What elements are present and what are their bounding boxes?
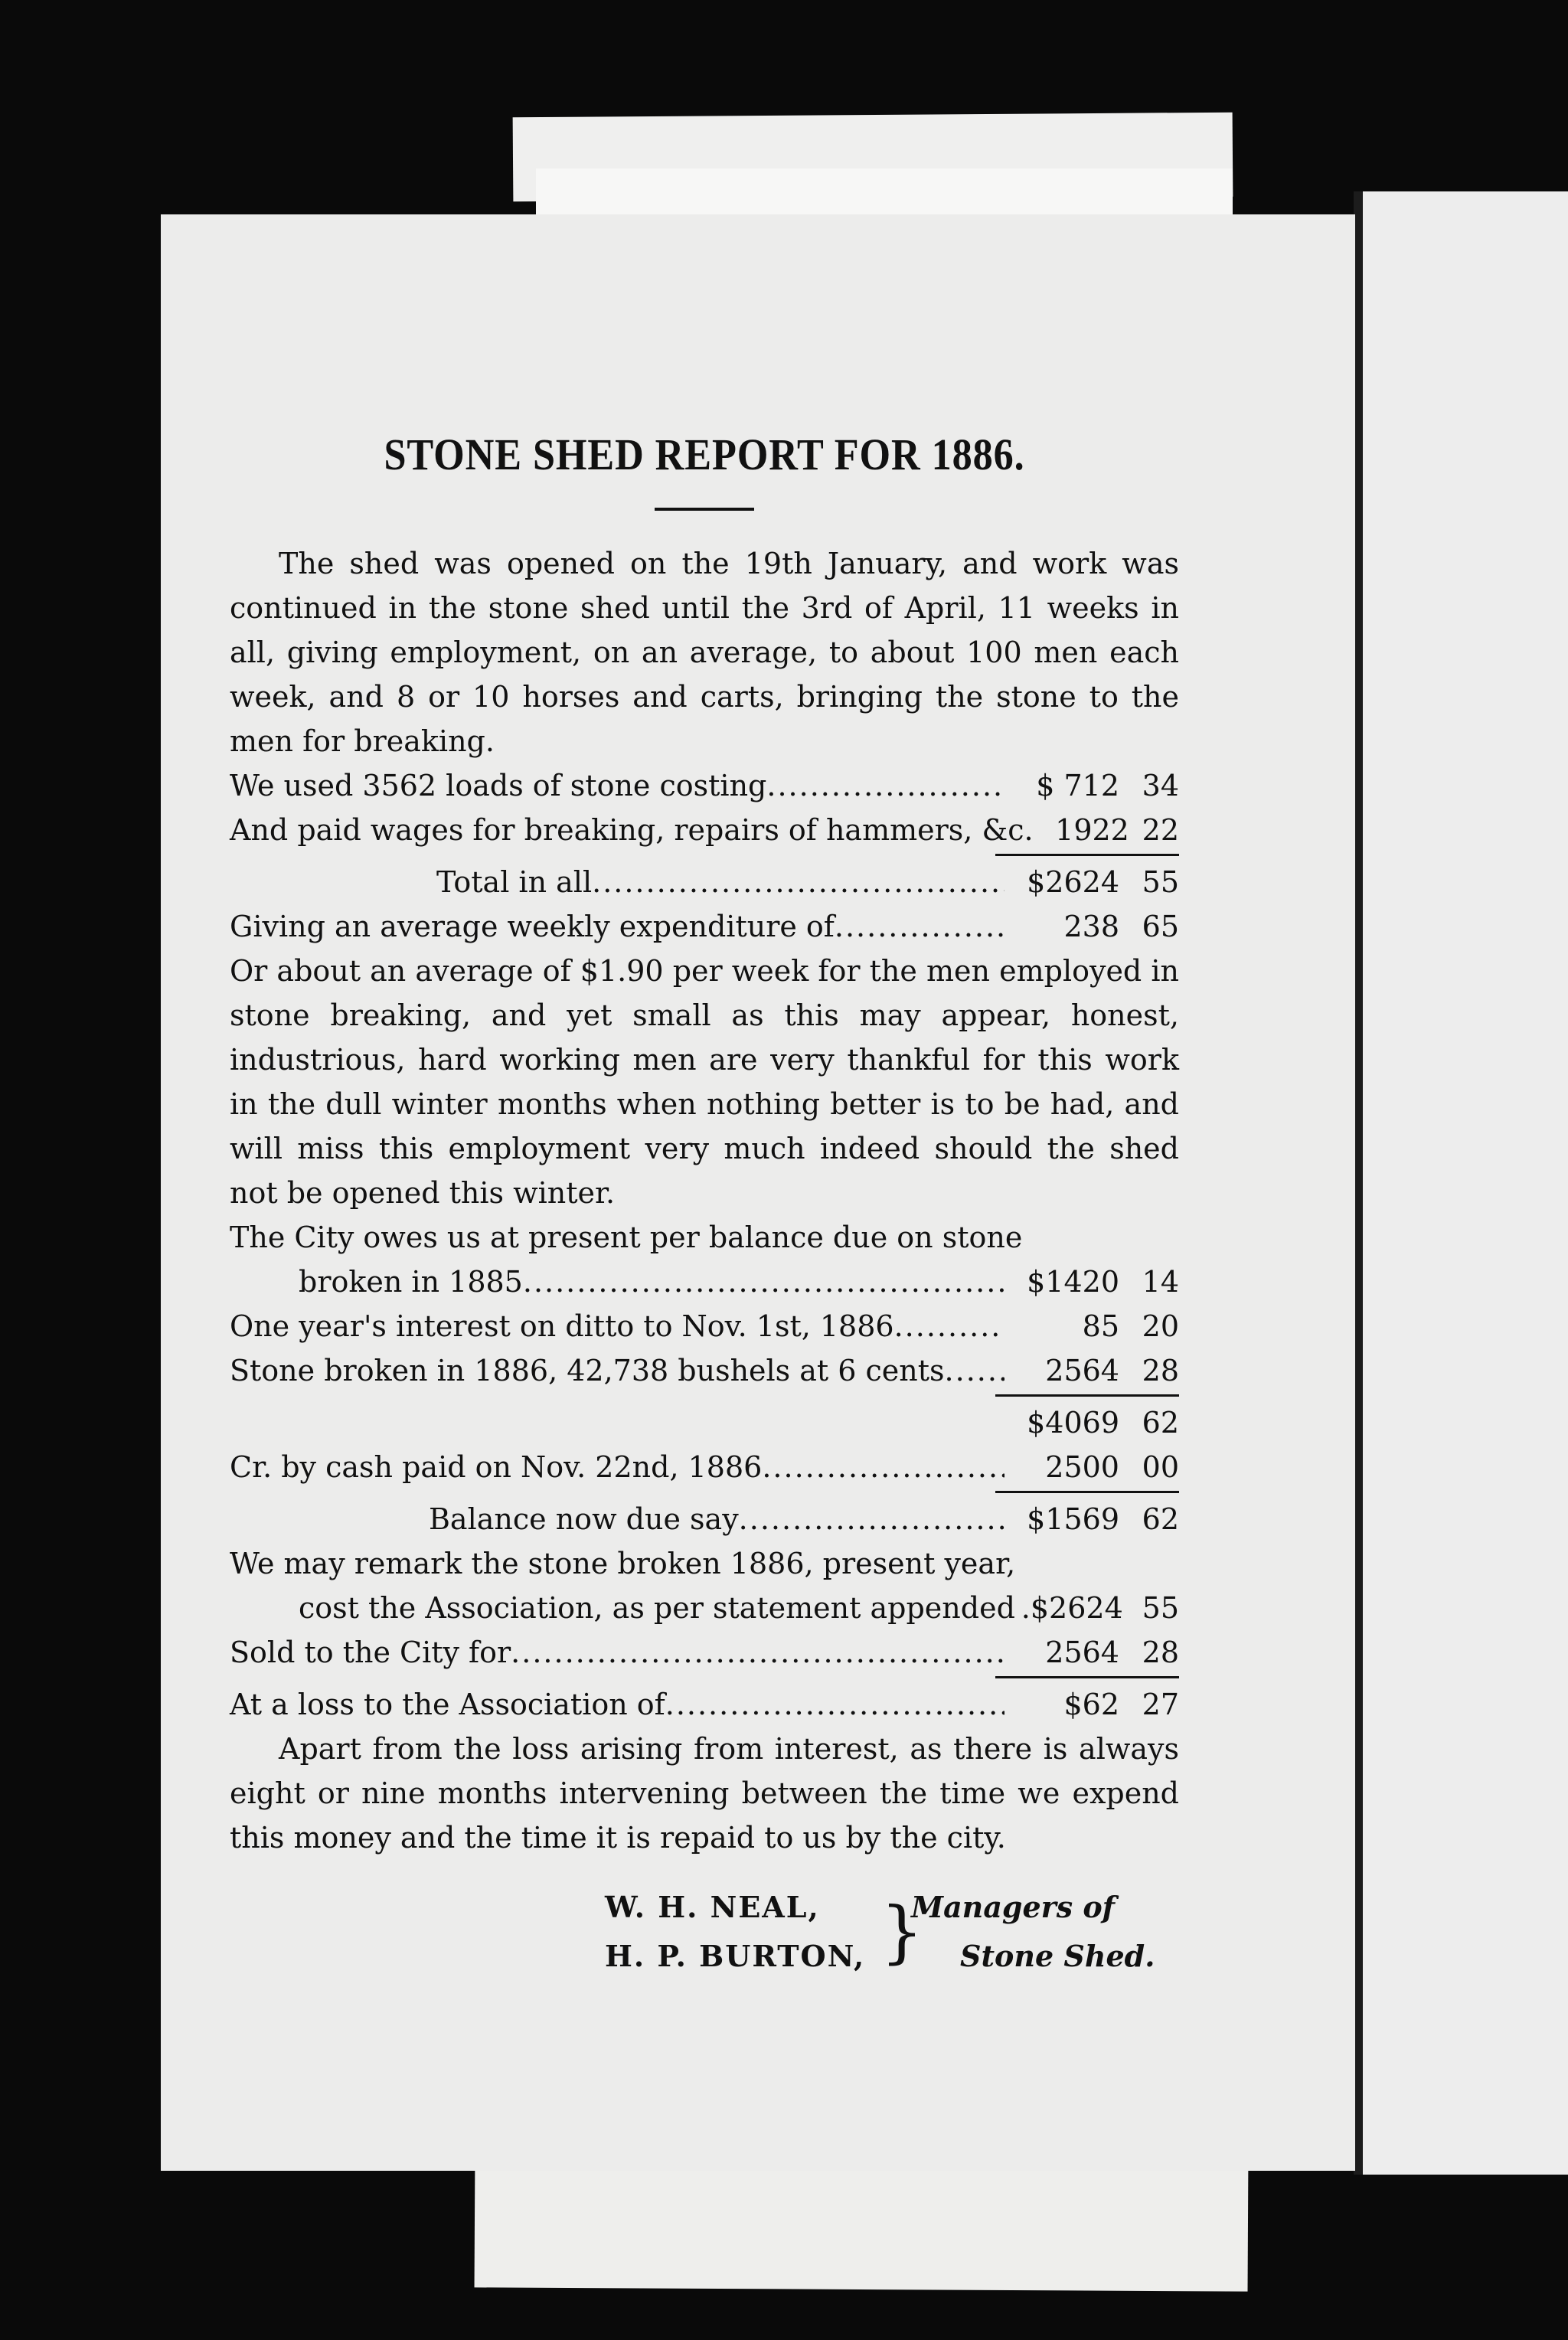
city-row-interest: One year's interest on ditto to Nov. 1st, 1886 ..... 85 20 [230, 1304, 1179, 1348]
brace-glyph: } [880, 1892, 923, 1971]
loss-row: At a loss to the Association of ..... $62 27 [230, 1682, 1179, 1727]
paper-slip-bottom [475, 2149, 1249, 2291]
adjacent-page [1363, 191, 1568, 2175]
closing-paragraph: Apart from the loss arising from interest, as there is always eight or nine months intervening between the time we expend this money and the time it is repaid to us by the city. [230, 1732, 1179, 1855]
sum-rule [230, 1489, 1179, 1497]
sum-rule [230, 852, 1179, 860]
signatory-name: H. P. BURTON, [605, 1939, 866, 1973]
title-rule [655, 508, 754, 511]
signatory-role: Stone Shed. [960, 1939, 1155, 1973]
intro-paragraph: The shed was opened on the 19th January, and work was continued in the stone shed until the 3rd of April, 11 weeks in all, giving employment, on an average, to about 100 men each week, and 8 or 10 horses and carts, bringing the stone to the men for breaking. [230, 547, 1179, 758]
remark-row: cost the Association, as per statement appended .$2624 55 [299, 1591, 1179, 1625]
city-row-1886: Stone broken in 1886, 42,738 bushels at 6 cents ..... 2564 28 [230, 1348, 1179, 1393]
page-title: STONE SHED REPORT FOR 1886. [384, 430, 1025, 479]
total-row: Total in all ..... $2624 55 [230, 860, 1179, 904]
signature-block [230, 1883, 1179, 1998]
sum-rule [230, 1393, 1179, 1400]
signatory-role: Managers of [911, 1890, 1116, 1924]
cost-row-stone: We used 3562 loads of stone costing ..... $ 712 34 [230, 763, 1179, 808]
balance-row: Balance now due say ..... $1569 62 [230, 1497, 1179, 1541]
cost-row-wages: And paid wages for breaking, repairs of hammers, &c. 1922 22 [230, 813, 1179, 847]
sum-rule [230, 1675, 1179, 1682]
weekly-note: Or about an average of $1.90 per week for the men employed in stone breaking, and yet small as this may appear, honest, industrious, hard working men are very thankful for this work in the dull winter months when nothing better is to be had, and will miss this employment very much indeed should the shed not be opened this winter. [230, 954, 1179, 1210]
sold-row: Sold to the City for ..... 2564 28 [230, 1630, 1179, 1675]
subtotal-row: $4069 62 [1027, 1406, 1179, 1440]
credit-row: Cr. by cash paid on Nov. 22nd, 1886 ..... 2500 00 [230, 1445, 1179, 1489]
paper-slip-top-inner [536, 168, 1233, 214]
remark-intro: We may remark the stone broken 1886, present year, [230, 1547, 1016, 1580]
weekly-row: Giving an average weekly expenditure of ..... 238 65 [230, 904, 1179, 949]
report-content [230, 429, 1179, 1998]
signatory-name: W. H. NEAL, [605, 1890, 820, 1924]
city-row-1885: broken in 1885 ..... $1420 14 [230, 1260, 1179, 1304]
city-owes-intro: The City owes us at present per balance due on stone [230, 1221, 1023, 1254]
